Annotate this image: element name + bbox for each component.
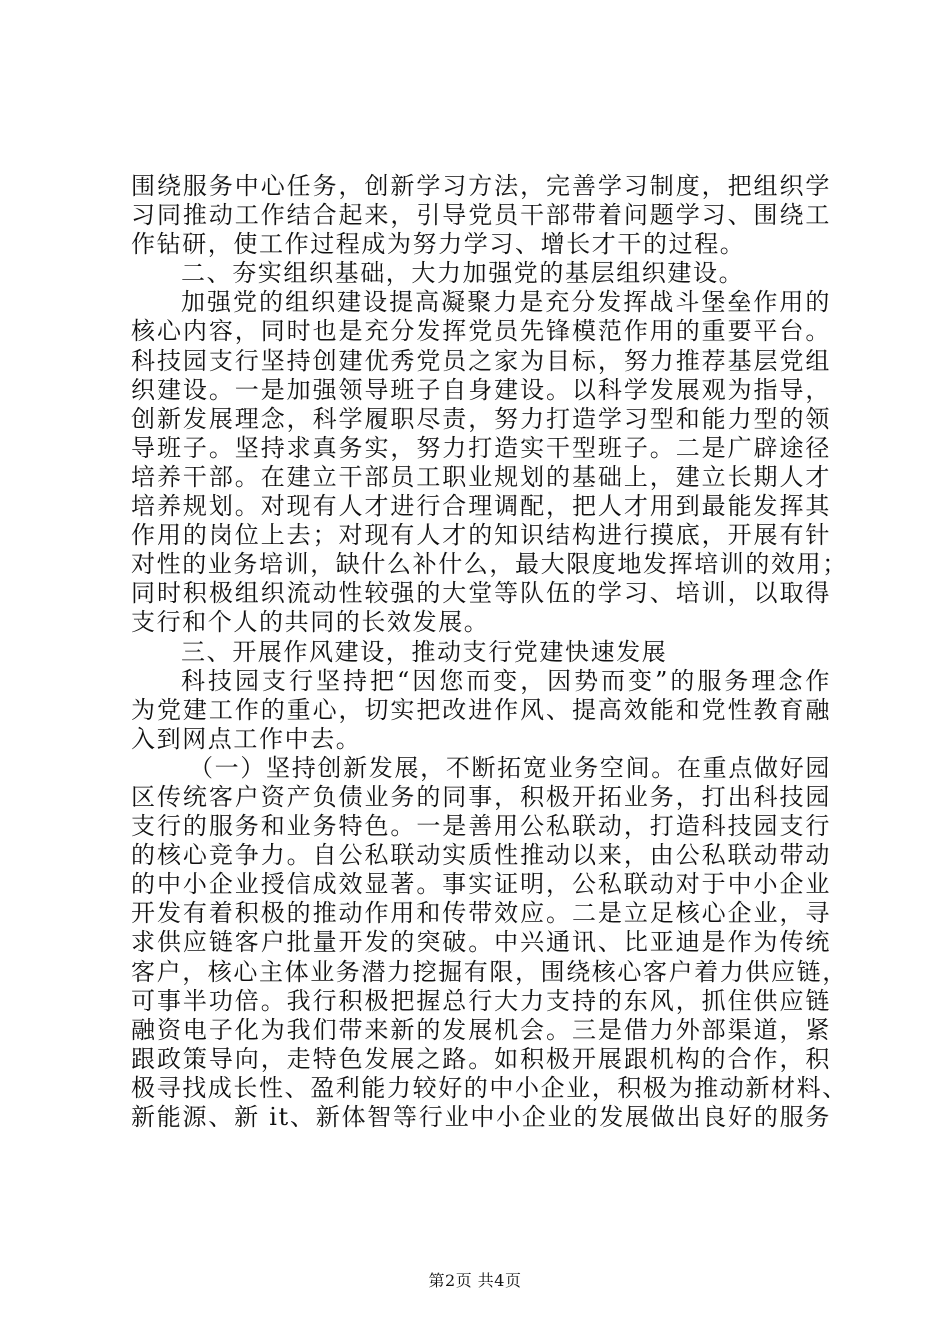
text-line: 入到网点工作中去。	[131, 724, 362, 753]
text-line: 支行和个人的共同的长效发展。	[131, 608, 490, 637]
text-line: 跟政策导向，走特色发展之路。如积极开展跟机构的合作，积	[131, 1044, 831, 1073]
text-line: 开发有着积极的推动作用和传带效应。二是立足核心企业，寻	[131, 899, 831, 928]
document-body	[131, 172, 848, 1132]
text-line: 科技园支行坚持创建优秀党员之家为目标，努力推荐基层党组	[131, 346, 831, 375]
text-line: 求供应链客户批量开发的突破。中兴通讯、比亚迪是作为传统	[131, 928, 831, 957]
text-line: 的中小企业授信成效显著。事实证明，公私联动对于中小企业	[131, 870, 831, 899]
text-line: 同时积极组织流动性较强的大堂等队伍的学习、培训，以取得	[131, 579, 831, 608]
text-line: 极寻找成长性、盈利能力较好的中小企业，积极为推动新材料、	[131, 1073, 848, 1102]
text-line: 三、开展作风建设，推动支行党建快速发展	[181, 637, 668, 666]
text-line: 培养干部。在建立干部员工职业规划的基础上，建立长期人才	[131, 462, 831, 491]
text-line: 科技园支行坚持把“因您而变，因势而变”的服务理念作	[181, 666, 831, 695]
text-line: 创新发展理念，科学履职尽责，努力打造学习型和能力型的领	[131, 404, 831, 433]
text-line: 支行的服务和业务特色。一是善用公私联动，打造科技园支行	[131, 812, 831, 841]
text-line: 习同推动工作结合起来，引导党员干部带着问题学习、围绕工	[131, 201, 831, 230]
text-line: 可事半功倍。我行积极把握总行大力支持的东风，抓住供应链	[131, 986, 831, 1015]
text-line: 作用的岗位上去；对现有人才的知识结构进行摸底，开展有针	[131, 521, 831, 550]
text-line: 加强党的组织建设提高凝聚力是充分发挥战斗堡垒作用的	[181, 288, 831, 317]
text-line: 核心内容，同时也是充分发挥党员先锋模范作用的重要平台。	[131, 317, 831, 346]
text-line: 新能源、新 it、新体智等行业中小企业的发展做出良好的服务	[131, 1103, 831, 1131]
text-line: 融资电子化为我们带来新的发展机会。三是借力外部渠道，紧	[131, 1015, 831, 1044]
page-footer: 第2页 共4页	[428, 1271, 522, 1290]
text-line: 围绕服务中心任务，创新学习方法，完善学习制度，把组织学	[131, 172, 831, 200]
text-line: 对性的业务培训，缺什么补什么，最大限度地发挥培训的效用；	[131, 550, 848, 579]
text-line: （一）坚持创新发展，不断拓宽业务空间。在重点做好园	[189, 753, 831, 782]
text-line: 织建设。一是加强领导班子自身建设。以科学发展观为指导，	[131, 375, 831, 404]
text-line: 客户，核心主体业务潜力挖掘有限，围绕核心客户着力供应链，	[131, 957, 848, 986]
text-line: 二、夯实组织基础，大力加强党的基层组织建设。	[181, 259, 745, 288]
text-line: 导班子。坚持求真务实，努力打造实干型班子。二是广辟途径	[131, 433, 831, 462]
text-line: 为党建工作的重心，切实把改进作风、提高效能和党性教育融	[131, 695, 831, 724]
text-line: 培养规划。对现有人才进行合理调配，把人才用到最能发挥其	[131, 492, 831, 521]
text-line: 区传统客户资产负债业务的同事，积极开拓业务，打出科技园	[131, 782, 831, 811]
text-line: 作钻研，使工作过程成为努力学习、增长才干的过程。	[131, 230, 746, 259]
text-line: 的核心竞争力。自公私联动实质性推动以来，由公私联动带动	[131, 841, 831, 870]
